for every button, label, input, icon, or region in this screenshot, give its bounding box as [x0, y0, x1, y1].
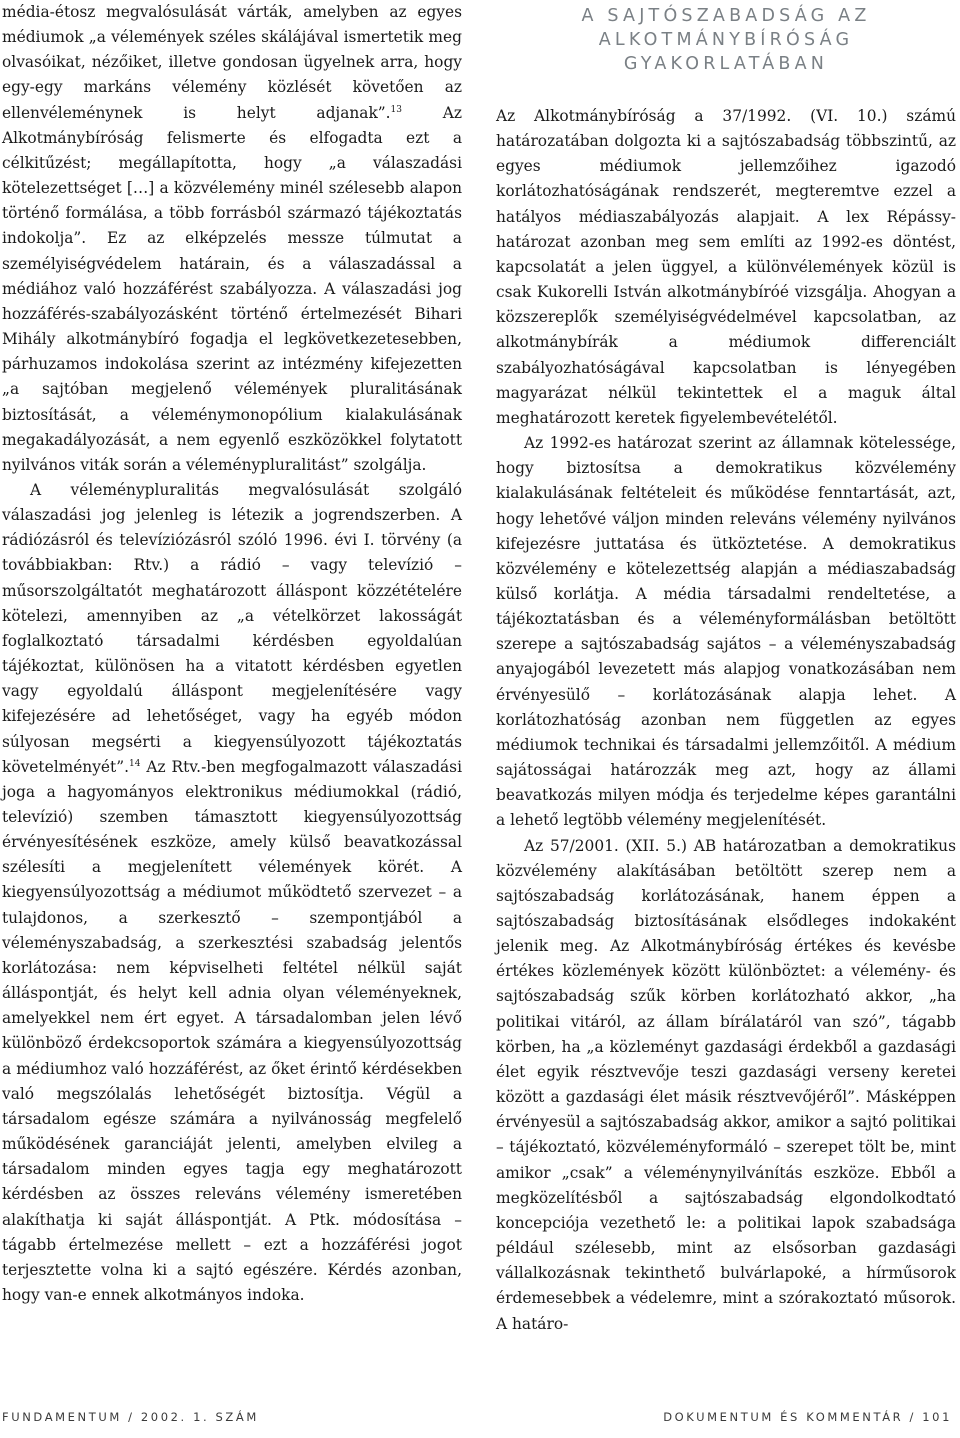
- left-paragraph-1-continuation: Az Alkotmánybíróság felismerte és elfogadta ezt a célkitűzést; megállapította, hogy „a válaszadási kötelezettséget […] a közvélemény minél szélesebb alapon történő formálása, a több forrásból származó tájékoztatás indokolja”. Ez az elképzelés messze túlmutat a személyiségvédelem határain, és a válaszadással a médiához való hozzáférést szabályozza. A válaszadási jog hozzáférés-szabályozásként történő értelmezését Bihari Mihály alkotmánybíró fogadja el legkövetkezetesebben, párhuzamos indokolása szerint az intézmény kifejezetten „a sajtóban megjelenő vélemények pluralitásának biztosítását, a véleménymonopólium kialakulásának megakadályozását, a nem egyenlő eszközökkel folytatott nyilvános viták során a véleménypluralitást” szolgálja.: [2, 103, 462, 474]
- left-column: [2, 0, 462, 1308]
- left-paragraph-2-text: A véleménypluralitás megvalósulását szolgáló válaszadási jog jelenleg is létezik a jogrendszerben. A rádiózásról és televíziózásról szóló 1996. évi I. törvény (a továbbiakban: Rtv.) a rádió – vagy televízió – műsorszolgáltatót meghatározott álláspont közzétételére kötelezi, amennyiben az „a vételkörzet lakosságát foglalkoztató társadalmi kérdésben egyoldalúan tájékoztat, különösen ha a vitatott kérdésben egyetlen vagy egyoldalú álláspont megjelenítésére vagy kifejezésére ad lehetőséget, vagy ha egyéb módon súlyosan megsérti a kiegyensúlyozott tájékoztatás követelményét”.: [2, 480, 462, 776]
- section-heading-line-2: ALKOTMÁNYBÍRÓSÁG: [598, 30, 854, 50]
- right-paragraph-3: Az 57/2001. (XII. 5.) AB határozatban a demokratikus közvélemény alakításában betöltött szerep nem a sajtószabadság korlátozásának, hanem éppen a sajtószabadság biztosításának elsődleges indokaként jelenik meg. Az Alkotmánybíróság értékes és kevésbe értékes közlemények között különböztet: a vélemény- és sajtószabadság szűk körben korlátozható akkor, „ha politikai vitáról, az állam bírálatáról van szó”, tágabb körben, ha „a közleményt gazdasági érdekből a gazdasági élet egyik résztvevője teszi gazdasági verseny keretei között a gazdasági élet másik résztvevőjéről”. Másképpen érvényesül a sajtószabadság akkor, amikor a sajtó politikai – tájékoztató, közvéleményformáló – szerepet tölt be, mint amikor „csak” a véleménynyilvánítás eszköze. Ebből a megközelítésből a sajtószabadság elgondolkodtató koncepciója vezethető le: a politikai lapok szabadsága például szélesebb, mint az elsősorban gazdasági vállalkozásnak tekinthető bulvárlapoké, a hírműsorok érdemesebbek a védelemre, mint a szórakoztató műsorok. A határo-: [496, 836, 956, 1333]
- section-heading-line-3: GYAKORLATÁBAN: [623, 54, 829, 74]
- footnote-ref-13[interactable]: 13: [390, 104, 402, 115]
- section-heading: [496, 0, 956, 76]
- section-heading-line-1: A SAJTÓSZABADSÁG AZ: [581, 6, 871, 26]
- left-paragraph-2: [2, 478, 462, 1308]
- right-paragraph-1: Az Alkotmánybíróság a 37/1992. (VI. 10.) számú határozatában dolgozta ki a sajtószabadság többszintű, az egyes médiumok jellemzőihez igazodó korlátozhatóságának rendszerét, megteremtve ezzel a hatályos médiaszabályozás alapjait. A lex Répássy-határozat azonban meg sem említi az 1992-es döntést, kapcsolatát a jelen üggyel, a különvélemények közül is csak Kukorelli István alkotmánybíróé vizsgálja. Ahogyan a közszereplők személyiségvédelmével kapcsolatban, az alkotmánybírák a médiumok differenciált szabályozhatóságával kapcsolatban is lényegében magyarázat nélkül tekintettek el a maguk által meghatározott keretek figyelembevételétől.: [496, 107, 956, 427]
- footer-journal-issue: FUNDAMENTUM / 2002. 1. SZÁM: [2, 1410, 259, 1424]
- left-paragraph-1-text: média-étosz megvalósulását várták, amelyben az egyes médiumok „a vélemények széles skálájával ismertetik meg olvasóikat, nézőiket, illetve gondosan ügyelnek arra, hogy egy-egy markáns vélemény közlését követően az ellenvéleménynek is helyt adjanak”.: [2, 3, 462, 122]
- right-column: [496, 0, 956, 1337]
- left-paragraph-2-continuation: Az Rtv.-ben megfogalmazott válaszadási joga a hagyományos elektronikus médiumokkal (rádió, televízió) szemben támasztott kiegyensúlyozottság érvényesítésének eszköze, amely külső beavatkozással szélesíti a megjelenített vélemények körét. A kiegyensúlyozottság a médiumot működtető szervezet – a tulajdonos, a szerkesztő – szempontjából a véleményszabadság, a szerkesztési szabadság jelentős korlátozása: nem képviselheti feltétel nélkül saját álláspontját, és helyt kell adnia olyan véleményeknek, amelyekkel nem ért egyet. A társadalomban jelen lévő különböző érdekcsoportok számára a kiegyensúlyozottság a médiumhoz való hozzáférést, az őket érintő kérdésekben való megszólalás lehetőségét biztosítja. Végül a társadalom egésze számára a nyilvánosság megfelelő működésének garanciáját jelenti, amelyben elvileg a társadalom minden egyes tagja egy meghatározott kérdésben az összes releváns vélemény ismeretében alakíthatja ki saját álláspontját. A Ptk. módosítása – tágabb értelmezése mellett – ezt a hozzáférési jogot terjesztette volna ki a sajtó egészére. Kérdés azonban, hogy van-e ennek alkotmányos indoka.: [2, 757, 462, 1304]
- footnote-ref-14[interactable]: 14: [128, 758, 141, 769]
- left-paragraph-1: [2, 0, 462, 478]
- footer-section-page-number: DOKUMENTUM ÉS KOMMENTÁR / 101: [663, 1410, 952, 1424]
- right-paragraph-2: Az 1992-es határozat szerint az államnak kötelessége, hogy biztosítsa a demokratikus közvélemény kialakulásának feltételeit és működése fenntartását, azt, hogy lehetővé váljon minden releváns vélemény nyilvános kifejezésre juttatása és ütköztetése. A demokratikus közvélemény e kötelezettség alapján a médiaszabadság külső korlátja. A média társadalmi rendeltetése, a tájékoztatásban és a véleményformálásban betöltött szerepe a sajtószabadság sajátos – a véleményszabadság anyajogából levezetett más alapjog vonatkozásában nem érvényesülő – korlátozásának alapja lehet. A korlátozhatóság azonban nem független az egyes médiumok technikai és társadalmi jellemzőitől. A médium sajátosságai határozzák meg azt, hogy az állami beavatkozás milyen módja és terjedelme képes garantálni a lehető legtöbb vélemény megjelenítését.: [496, 434, 956, 830]
